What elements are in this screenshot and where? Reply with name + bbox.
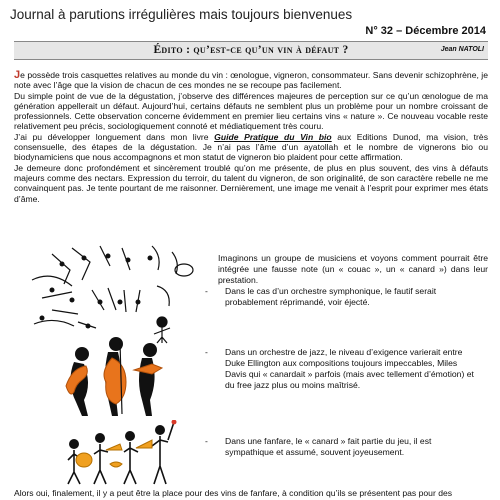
issue-number: N° 32 – Décembre 2014 — [365, 25, 486, 37]
drop-cap: J — [14, 69, 21, 81]
journal-title: Journal à parutions irrégulières mais toujours bienvenues — [10, 7, 353, 22]
paragraph-3-before: J’ai pu développer longuement dans mon livre — [14, 131, 215, 142]
paragraph-1 — [14, 70, 488, 91]
paragraph-3-after: aux Editions Dunod, ma vision, très consensuelle, des étapes de la dégustation. Je n’ai pas l’âme d’un ayatollah et le nombre de vignerons bio ou biodynamiciens que nous accompagnons et mon statut de vigneron bio plaident pour cette affirmation. — [14, 131, 488, 163]
paragraph-1-text: e possède trois casquettes relatives au monde du vin : œnologue, vigneron, consommateur. Sans devenir schizophrène, je note avec l’âge que la vision de chacun de ces mondes ne se recoupe pas facilement. — [14, 70, 488, 91]
edito-title: Édito : qu’est-ce qu’un vin à défaut ? — [153, 44, 349, 56]
item-fanfare-text: Dans une fanfare, le « canard » fait partie du jeu, il est sympathique et assumé, souvent joyeusement. — [225, 436, 432, 457]
item-jazz — [205, 347, 490, 407]
paragraph-3 — [14, 132, 488, 163]
book-title-link[interactable]: Guide Pratique du Vin bio — [214, 131, 332, 142]
paragraph-4: Je demeure donc profondément et sincèrement troublé qu’on me présente, de plus en plus souvent, des vins à défauts majeurs comme des nectars. Expression du terroir, du talent du vigneron, de son originalité, de son caractère rebelle ne me convainquent pas. Je tente pourtant de me raisonner. Dernièrement, une image me venait à l’esprit pour exprimer mes états d’âme. — [14, 162, 488, 204]
item-fanfare — [205, 436, 490, 466]
item-jazz-text: Dans un orchestre de jazz, le niveau d’exigence varierait entre Duke Ellington aux compositions toujours impeccables, Miles Davis qui « canardait » parfois (mais avec tellement d’émotion) et du free jazz plus ou moins maîtrisé. — [225, 347, 474, 390]
orchestra-illustration — [12, 240, 207, 348]
paragraph-2: Du simple point de vue de la dégustation, j’observe des différences majeures de perception sur ce qu’un œnologue de ma génération appellerait un défaut. Aujourd’hui, certains défauts ne semblent plus un problème pour un nombre croissant de professionnels. Cette observation concerne évidemment en premier lieu certains vins « nature ». Ce nouveau vocable reste relativement peu précis, sociologiquement connoté et médiatiquement très couru. — [14, 90, 488, 132]
dash-1: - — [205, 286, 208, 296]
dash-2: - — [205, 347, 208, 357]
closing-line: Alors oui, finalement, il y a peut être la place pour des vins de fanfare, à condition qu’ils se présentent pas pour des — [14, 488, 453, 498]
edito-body — [14, 70, 488, 204]
item-symphonic — [205, 286, 490, 326]
item-symphonic-text: Dans le cas d’un orchestre symphonique, le fautif serait probablement réprimandé, voir éjecté. — [225, 286, 437, 307]
author-name: Jean NATOLI — [440, 46, 484, 53]
jazz-band-illustration — [60, 336, 170, 418]
edito-banner — [14, 41, 488, 60]
intro-text: Imaginons un groupe de musiciens et voyons comment pourrait être intégrée une fausse note (un « couac », un « canard ») dans leur prestation. — [218, 253, 488, 285]
dash-3: - — [205, 436, 208, 446]
fanfare-illustration — [64, 420, 182, 486]
